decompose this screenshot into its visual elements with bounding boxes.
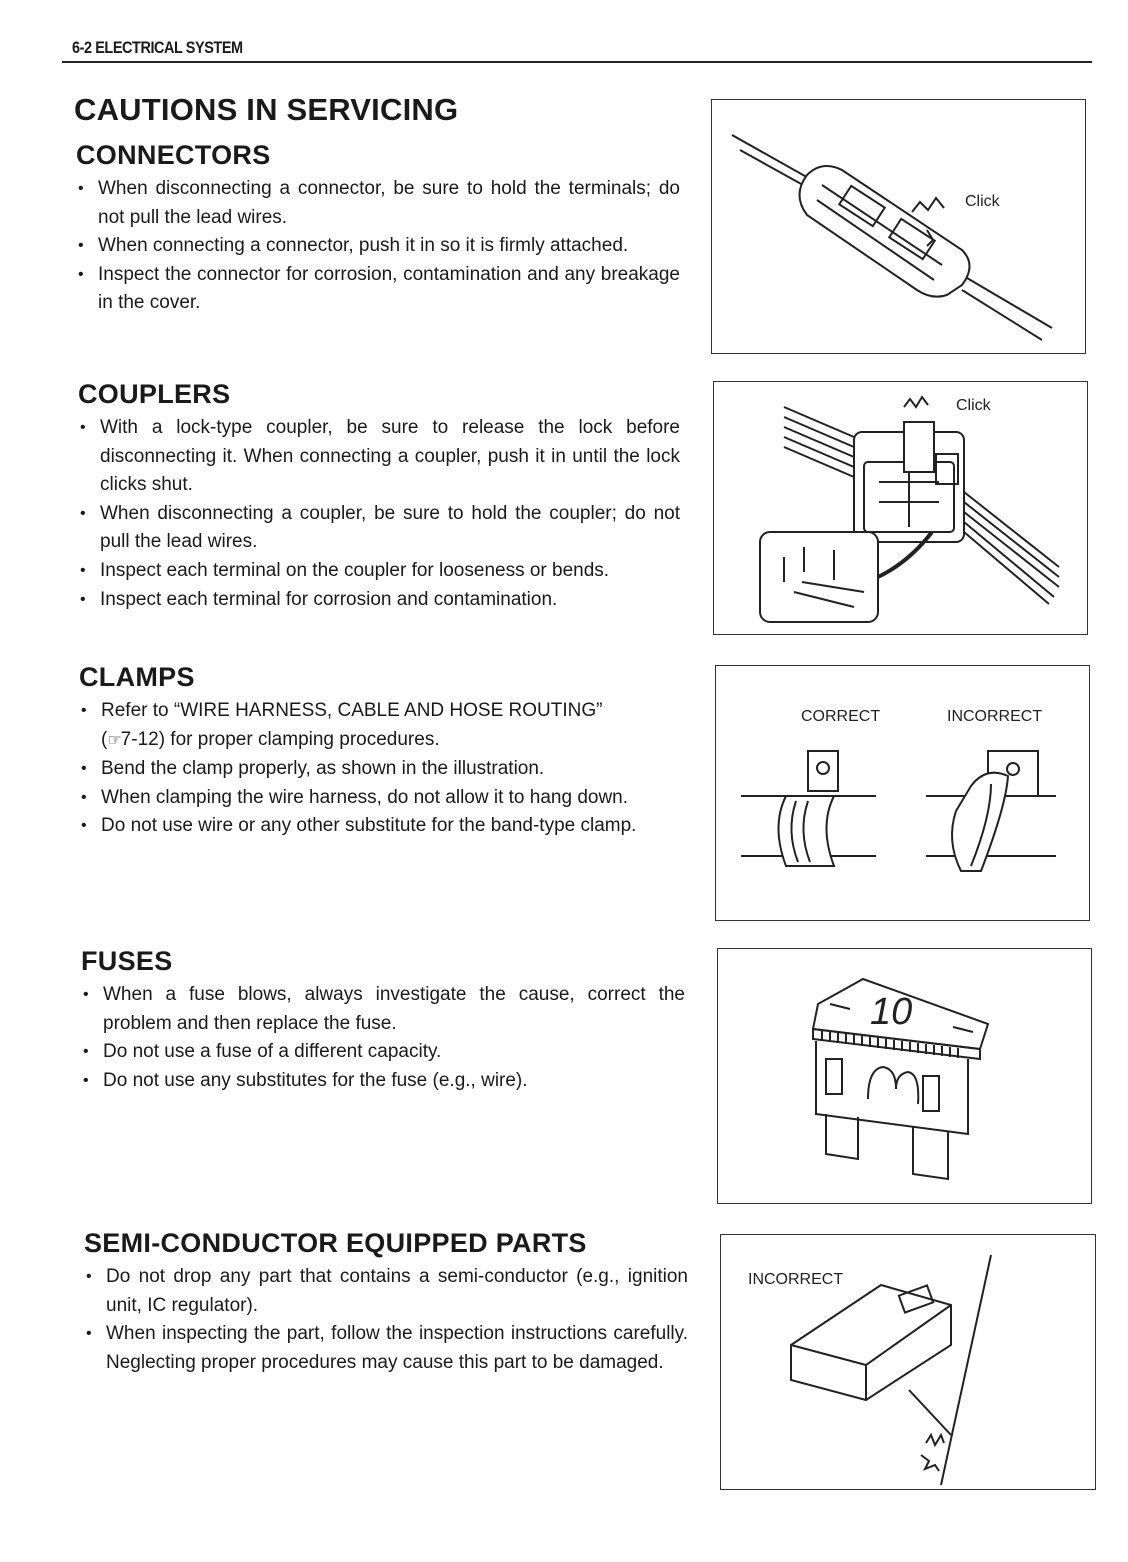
list-item: • Bend the clamp properly, as shown in the illustration. [79, 755, 685, 784]
fuses-heading: FUSES [81, 946, 173, 976]
list-item: • Do not use wire or any other substitute for the band-type clamp. [79, 812, 685, 841]
list-item: • When disconnecting a connector, be sure to hold the terminals; do not pull the lead wires. [76, 175, 680, 232]
clamps-list [79, 697, 685, 841]
fuse-illustration [717, 948, 1092, 1204]
connectors-section [76, 140, 680, 318]
clamps-heading: CLAMPS [79, 662, 195, 692]
page-title: CAUTIONS IN SERVICING [74, 92, 459, 127]
list-item: • Inspect the connector for corrosion, contamination and any breakage in the cover. [76, 261, 680, 318]
list-item: • Inspect each terminal for corrosion and contamination. [78, 586, 680, 615]
list-item: • When a fuse blows, always investigate the cause, correct the problem and then replace the fuse. [81, 981, 685, 1038]
list-item: • With a lock-type coupler, be sure to release the lock before disconnecting it. When connecting a coupler, push it in until the lock clicks shut. [78, 414, 680, 500]
semiconductor-drawing [721, 1235, 1097, 1491]
list-item: • Do not use any substitutes for the fuse (e.g., wire). [81, 1067, 685, 1096]
list-item: • When disconnecting a coupler, be sure to hold the coupler; do not pull the lead wires. [78, 500, 680, 557]
clamps-section [79, 662, 685, 841]
semiconductor-heading: SEMI-CONDUCTOR EQUIPPED PARTS [84, 1228, 587, 1258]
clamps-ref-text: 7-12) for proper clamping procedures. [120, 728, 440, 750]
coupler-drawing [714, 382, 1089, 636]
couplers-list [78, 414, 680, 614]
clamps-item-ref: (☞7-12) for proper clamping procedures. [101, 729, 440, 750]
semiconductor-section [84, 1228, 688, 1377]
clamp-correct-label: CORRECT [801, 708, 881, 725]
semiconductor-incorrect-label: INCORRECT [748, 1271, 844, 1288]
list-item [79, 697, 685, 755]
list-item: • When inspecting the part, follow the inspection instructions carefully. Neglecting proper procedures may cause this part to be damaged. [84, 1320, 688, 1377]
reference-pointer-icon: ☞ [107, 731, 120, 749]
couplers-section [78, 379, 680, 614]
semiconductor-illustration [720, 1234, 1096, 1490]
connector-click-label: Click [965, 193, 1000, 210]
clamp-drawing [716, 666, 1091, 922]
connectors-heading: CONNECTORS [76, 140, 271, 170]
fuses-section [81, 946, 685, 1095]
coupler-click-label: Click [956, 397, 991, 414]
running-head: 6-2 ELECTRICAL SYSTEM [72, 38, 243, 57]
connector-illustration [711, 99, 1086, 354]
coupler-illustration [713, 381, 1088, 635]
connector-drawing [712, 100, 1087, 355]
list-item: • When connecting a connector, push it in so it is firmly attached. [76, 232, 680, 261]
connectors-list [76, 175, 680, 318]
semiconductor-list [84, 1263, 688, 1377]
list-item: • Do not drop any part that contains a semi-conductor (e.g., ignition unit, IC regulator). [84, 1263, 688, 1320]
clamps-item-text: Refer to “WIRE HARNESS, CABLE AND HOSE ROUTING” [101, 700, 603, 721]
fuses-list [81, 981, 685, 1095]
list-item: • Inspect each terminal on the coupler for looseness or bends. [78, 557, 680, 586]
list-item: • When clamping the wire harness, do not allow it to hang down. [79, 784, 685, 813]
couplers-heading: COUPLERS [78, 379, 231, 409]
fuse-rating-label: 10 [870, 991, 913, 1033]
fuse-drawing [718, 949, 1093, 1205]
clamp-illustration [715, 665, 1090, 921]
header-rule [62, 61, 1092, 63]
clamp-incorrect-label: INCORRECT [947, 708, 1043, 725]
list-item: • Do not use a fuse of a different capacity. [81, 1038, 685, 1067]
